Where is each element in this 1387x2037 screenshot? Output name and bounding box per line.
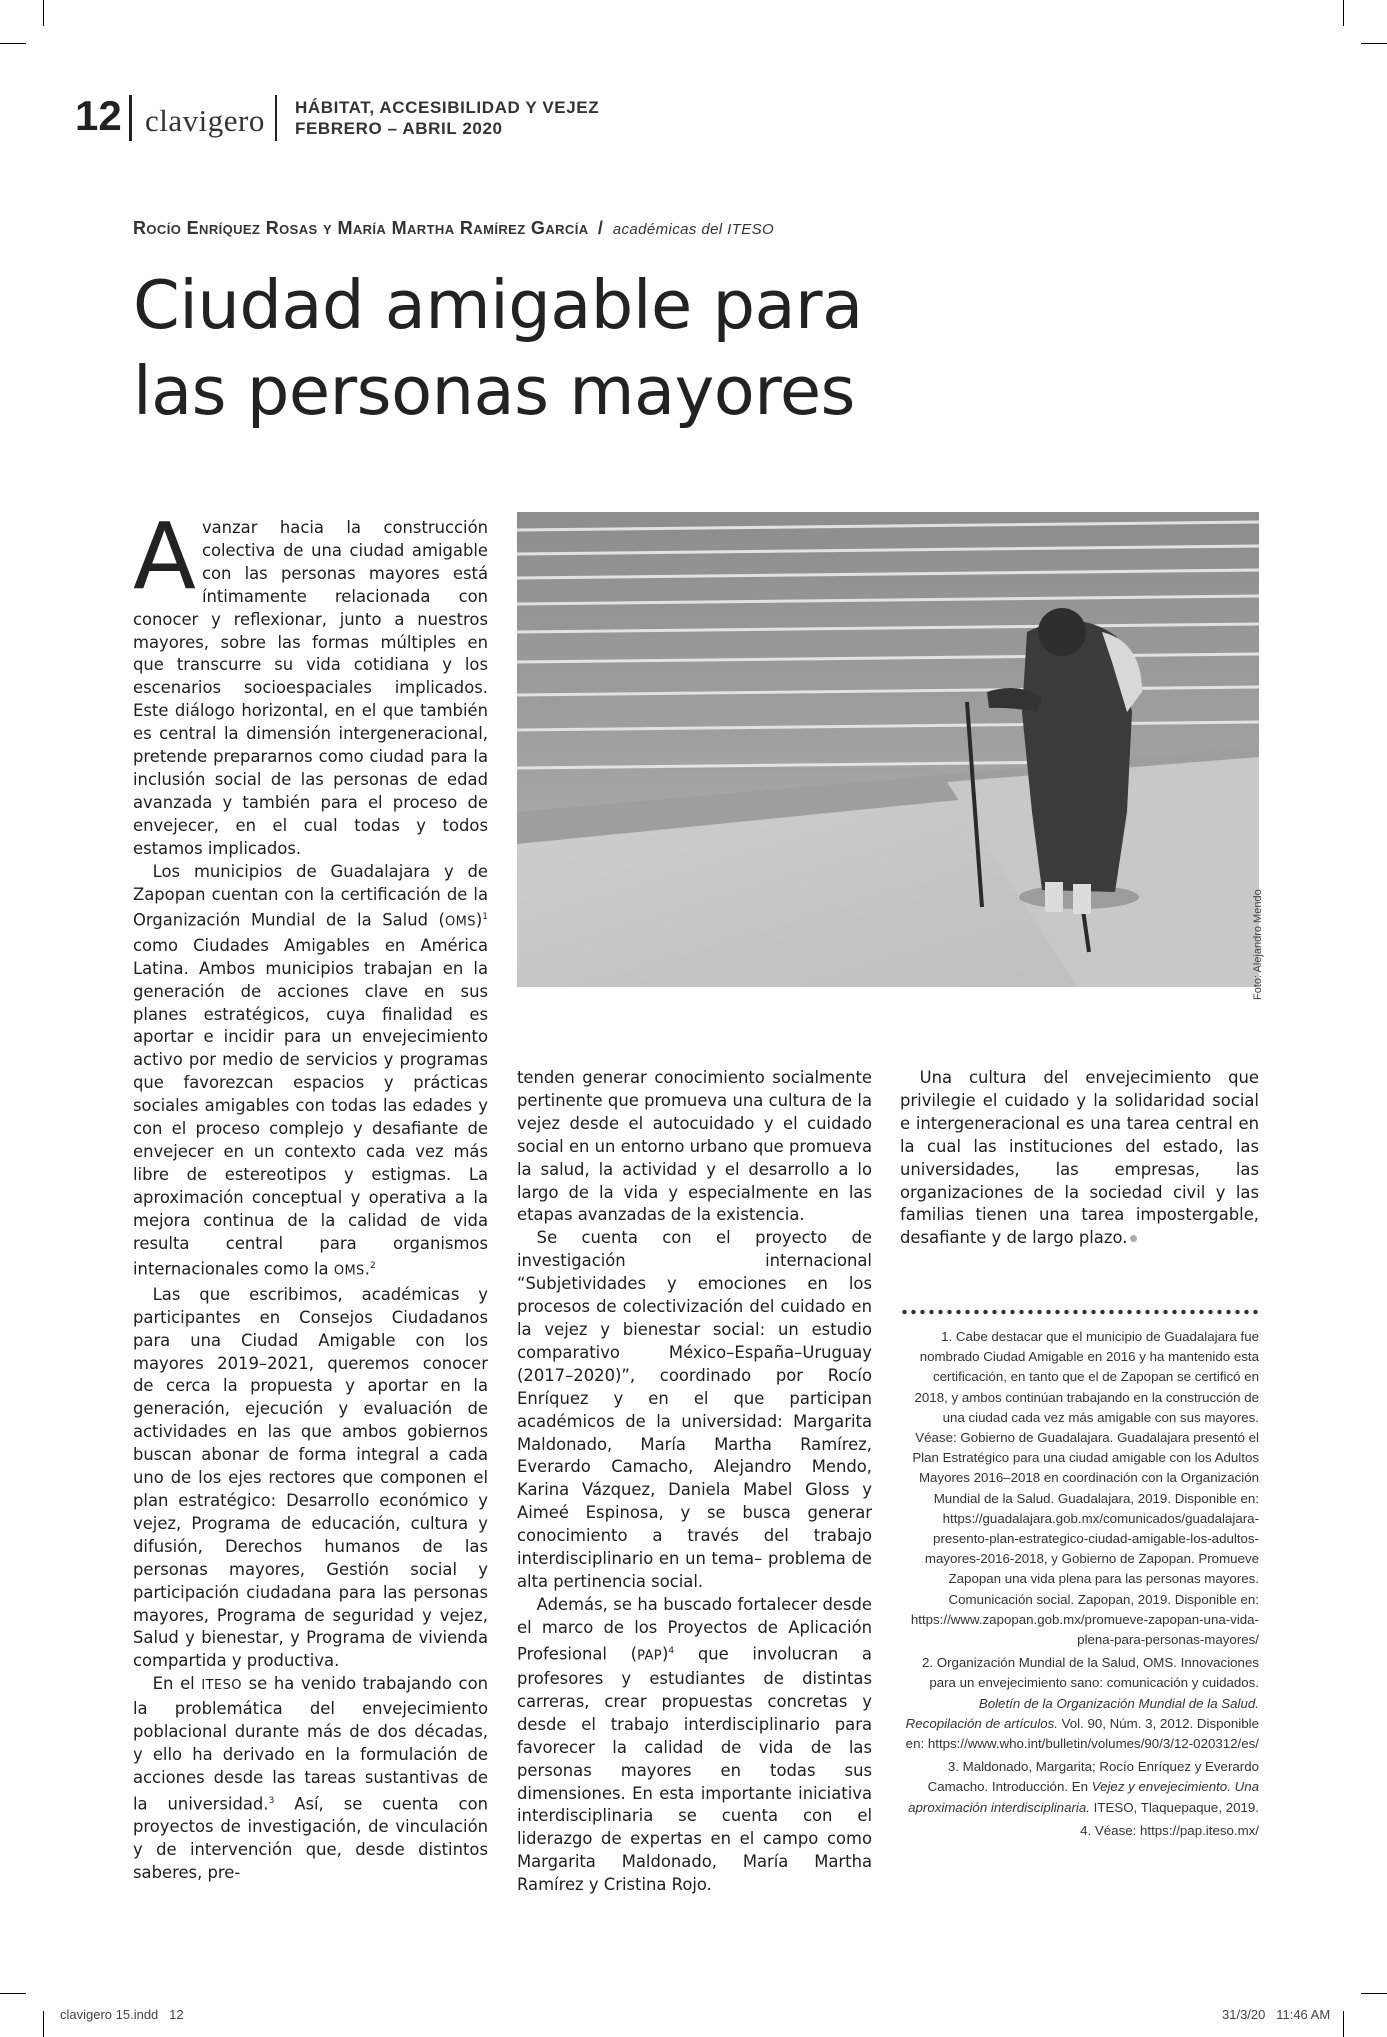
file-slug: clavigero 15.indd 12	[60, 2007, 184, 2022]
footnotes	[900, 1327, 1259, 1844]
article-photo	[517, 512, 1259, 987]
footnote-ref: 3	[268, 1795, 275, 1806]
drop-cap: A	[133, 503, 196, 610]
crop-mark	[43, 2011, 44, 2037]
header-divider	[275, 95, 277, 141]
section-info	[295, 97, 599, 139]
photo-credit: Foto: Alejandro Mendo	[1252, 889, 1264, 1000]
crop-mark	[1361, 43, 1387, 44]
header-divider	[129, 95, 132, 141]
paragraph: tenden generar conocimiento socialmente pertinente que promueva una cultura de la vejez desde el autocuidado y el cuidado social en un entorno urbano que promueva la salud, la actividad y el desarrollo a lo largo de la vida y especialmente en las etapas avanzadas de la existencia.	[517, 1068, 872, 1225]
article-column-2	[517, 1067, 872, 1897]
paragraph: Una cultura del envejecimiento que privilegie el cuidado y la solidaridad social e intergeneracional es una tarea central en la cual las instituciones del estado, las universidades, las empresas, las organizaciones de la sociedad civil y las familias tienen una tarea impostergable, desafiante y de largo plazo.	[900, 1068, 1259, 1248]
issue-date: FEBRERO – ABRIL 2020	[295, 119, 503, 138]
byline-separator: /	[597, 218, 604, 238]
footnote-ref: 1	[482, 912, 488, 923]
paragraph: Los municipios de Guadalajara y de Zapopan cuentan con la certificación de la Organización Mundial de la Salud (OMS)$^1$ como Ciudades Amigables en América Latina. Ambos municipios trabajan en la generación de acciones clave en sus planes estratégicos, cuya finalidad es aportar e incidir para un envejecimiento activo por medio de servicios y programas que favorezcan espacios y prácticas sociales amigables con todas las edades y con el proceso complejo y desafiante de envejecer en un contexto cada vez más libre de estereotipos y estigmas. La aproximación conceptual y operativa a la mejora continua de la calidad de vida resulta central para organismos internacionales como la OMS.$^2$	[133, 861, 488, 1279]
article-column-1	[133, 503, 488, 1885]
crop-mark	[1361, 1993, 1387, 1994]
authors: Rocío Enríquez Rosas y María Martha Ramírez García	[133, 218, 589, 238]
paragraph: Además, se ha buscado fortalecer desde el marco de los Proyectos de Aplicación Profesional (PAP)$^4$ que involucran a profesores y estudiantes de distintas carreras, crear propuestas concretas y desde el trabajo interdisciplinario para favorecer la calidad de vida de las personas mayores en todas sus dimensiones. En esta importante iniciativa interdisciplinaria se cuenta con el liderazgo de expertas en el campo como Margarita Maldonado, María Martha Ramírez y Cristina Rojo.	[517, 1594, 872, 1895]
crop-mark	[1343, 2011, 1344, 2037]
byline	[133, 218, 774, 239]
footnote-2: 2. Organización Mundial de la Salud, OMS. Innovaciones para un envejecimiento sano: comunicación y cuidados. Boletín de la Organización Mundial de la Salud. Recopilación de artículos. Vol. 90, Núm. 3, 2012. Disponible en: https://www.who.int/bulletin/volumes/90/3/12-020312/es/	[905, 1655, 1259, 1752]
paragraph: Las que escribimos, académicas y participantes en Consejos Ciudadanos para una Ciudad Amigable con los mayores 2019–2021, queremos conocer de cerca la propuesta y aportar en la generación, ejecución y evaluación de actividades en las que ambos gobiernos buscan abonar de forma integral a cada uno de los ejes rectores que componen el plan estratégico: Desarrollo económico y vejez, Programa de educación, cultura y difusión, Derechos humanos de las personas mayores, Gestión social y participación ciudadana para las personas mayores, Programa de seguridad y vejez, Salud y bienestar, y Programa de vivienda compartida y productiva.	[133, 1284, 488, 1671]
article-column-3	[900, 1067, 1259, 1250]
paragraph: Se cuenta con el proyecto de investigación internacional “Subjetividades y emociones en los procesos de colectivización del cuidado en la vejez y bienestar social: un estudio comparativo México–España–Uruguay (2017–2020)”, coordinado por Rocío Enríquez y en el que participan académicos de la universidad: Margarita Maldonado, María Martha Ramírez, Everardo Camacho, Alejandro Mendo, Karina Vázquez, Daniela Mabel Gloss y Aimeé Espinosa, y se busca generar conocimiento a través del trabajo interdisciplinario en un tema– problema de alta pertinencia social.	[517, 1228, 872, 1591]
paragraph: Avanzar hacia la construcción colectiva de una ciudad amigable con las personas mayores está íntimamente relacionada con conocer y reflexionar, junto a nuestros mayores, sobre las formas múltiples en que transcurre su vida cotidiana y los escenarios socioespaciales implicados. Este diálogo horizontal, en el que también es central la dimensión intergeneracional, pretende prepararnos como ciudad para la inclusión social de las personas de edad avanzada y también para el proceso de envejecer, en el cual todas y todos estamos implicados.	[133, 503, 488, 858]
title-line-1: Ciudad amigable para	[133, 266, 863, 344]
page-number: 12	[75, 92, 122, 139]
author-role: académicas del ITESO	[612, 221, 775, 238]
article-title	[133, 262, 1133, 434]
footnote-ref: 4	[668, 1645, 675, 1656]
footnote-4: 4. Véase: https://pap.iteso.mx/	[1080, 1822, 1259, 1838]
title-line-2: las personas mayores	[133, 352, 855, 430]
paragraph: En el ITESO se ha venido trabajando con la problemática del envejecimiento poblacional durante más de dos décadas, y ello ha derivado en la formulación de acciones desde las tareas sustantivas de la universidad.$^3$ Así, se cuenta con proyectos de investigación, de vinculación y de intervención que, desde distintos saberes, pre-	[133, 1674, 488, 1882]
end-of-article-icon	[1130, 1235, 1137, 1242]
footnote-3: 3. Maldonado, Margarita; Rocío Enríquez y Everardo Camacho. Introducción. En Vejez y envejecimiento. Una aproximación interdisciplinaria. ITESO, Tlaquepaque, 2019.	[908, 1759, 1259, 1815]
footnote-divider	[900, 1309, 1259, 1315]
footnote-1: 1. Cabe destacar que el municipio de Guadalajara fue nombrado Ciudad Amigable en 2016 y ha mantenido esta certificación, en tanto que el de Zapopan se certificó en 2018, y ambos continúan trabajando en la construcción de una ciudad cada vez más amigable con sus mayores. Véase: Gobierno de Guadalajara. Guadalajara presentó el Plan Estratégico para una ciudad amigable con los Adultos Mayores 2016–2018 en coordinación con la Organización Mundial de la Salud. Guadalajara, 2019. Disponible en: https://guadalajara.gob.mx/comunicados/guadalajara-presento-plan-estrategico-ciudad-amigable-los-adultos-mayores-2016-2018, y Gobierno de Zapopan. Promueve Zapopan una vida plena para las personas mayores. Comunicación social. Zapopan, 2019. Disponible en: https://www.zapopan.gob.mx/promueve-zapopan-una-vida-plena-para-personas-mayores/	[910, 1329, 1259, 1648]
timestamp: 31/3/20 11:46 AM	[1222, 2007, 1331, 2022]
crop-mark	[0, 43, 26, 44]
publication-name: clavigero	[145, 103, 265, 138]
photo-illustration	[517, 512, 1259, 987]
crop-mark	[1343, 0, 1344, 26]
crop-mark	[43, 0, 44, 26]
crop-mark	[0, 1993, 26, 1994]
section-title: HÁBITAT, ACCESIBILIDAD Y VEJEZ	[295, 98, 600, 117]
footnote-ref: 2	[369, 1261, 376, 1272]
